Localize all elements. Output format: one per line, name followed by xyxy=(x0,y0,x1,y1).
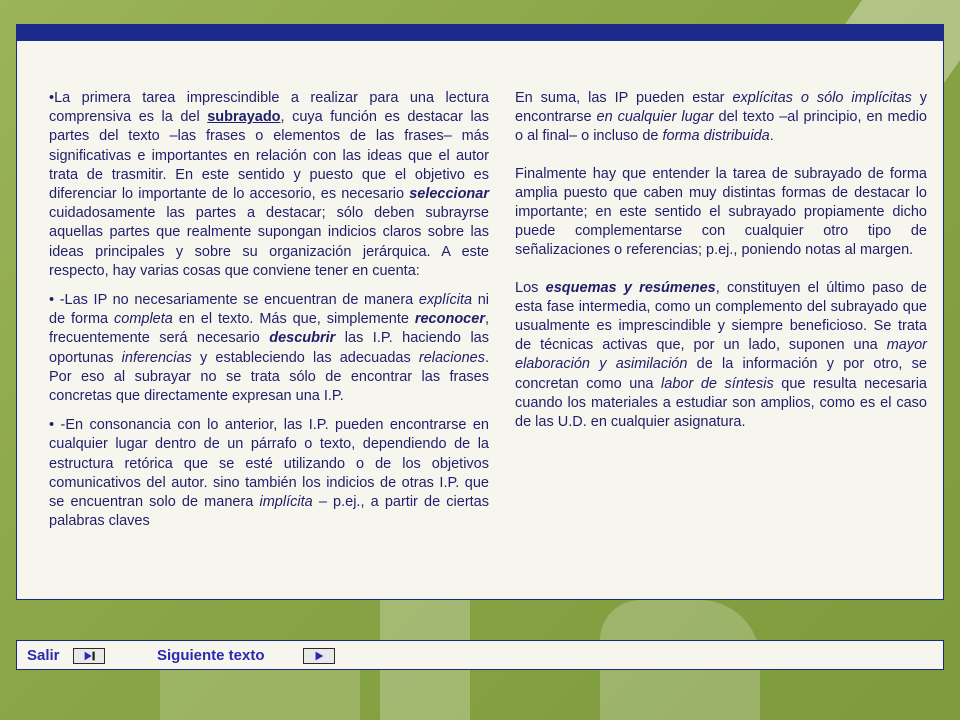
paragraph-esquemas: Los esquemas y resúmenes, constituyen el último paso de esta fase intermedia, como un complemento del subrayado que usualmente es imprescindible y siempre beneficioso. Se trata de técnicas activas que, por un lado, suponen una mayor elaboración y asimilación de la información y por otro, se concretan como una labor de síntesis que resulta necesaria cuando los materiales a estudiar son amplios, como es el caso de las U.D. en cualquier asignatura. xyxy=(515,279,927,431)
paragraph-ip-explicitas: • -Las IP no necesariamente se encuentran de manera explícita ni de forma completa en el texto. Más que, simplemente reconocer, frecuentemente será necesario descubrir las I.P. haciendo las oportunas inferencias y estableciendo las adecuadas relaciones. Por eso al subrayar no se trata sólo de encontrar las frases concretas que directamente expresan una I.P. xyxy=(49,292,489,405)
paragraph-en-suma: En suma, las IP pueden estar explícitas o sólo implícitas y encontrarse en cualquier lugar del texto –al principio, en medio o al final– o incluso de forma distribuida. xyxy=(515,90,928,145)
paragraph-consonancia: • -En consonancia con lo anterior, las I.P. pueden encontrarse en cualquier lugar dentro de un párrafo o texto, dependiendo de la estructura retórica que se esté utilizando o de los objetivos comunicativos del autor. sino también los indicios de otras I.P. que se encuentran solo de manera implícita – p.ej., a partir de ciertas palabras claves xyxy=(49,417,490,530)
exit-button[interactable] xyxy=(73,648,105,664)
emphasis-term: reconocer xyxy=(414,311,485,328)
panel-header-bar xyxy=(17,25,943,41)
next-text-label[interactable]: Siguiente texto xyxy=(157,647,265,664)
paragraph-subrayado: •La primera tarea imprescindible a realizar para una lectura comprensiva es la del subrayado, cuya función es destacar las partes del texto –las frases o elementos de las frases– más significativas e importantes en relación con las ideas que el autor trata de trasmitir. En este sentido y puesto que el objetivo es diferenciar lo importante de lo accesorio, es necesario seleccionar cuidadosamente las partes a destacar; sólo deben subrayrse aquellas partes que realmente supongan indicios claros sobre las ideas principales y sobre su organización jerárquica. A este respecto, hay varias cosas que conviene tener en cuenta: xyxy=(49,90,489,279)
emphasis-term: seleccionar xyxy=(409,186,489,203)
left-text-column xyxy=(49,89,489,541)
navigation-bar xyxy=(16,640,944,670)
next-text-button[interactable] xyxy=(303,648,335,664)
content-panel xyxy=(16,24,944,600)
emphasis-term: esquemas y resúmenes xyxy=(545,279,716,296)
exit-label[interactable]: Salir xyxy=(27,647,60,664)
right-text-column xyxy=(515,89,927,450)
paragraph-finalmente: Finalmente hay que entender la tarea de subrayado de forma amplia puesto que caben muy distintas formas de destacar lo importante; en este sentido el subrayado propiamente dicho puede complementarse con cualquier otro tipo de señalizaciones o referencias; p.ej., poniendo notas al margen. xyxy=(515,165,927,259)
play-icon xyxy=(304,649,334,663)
skip-end-icon xyxy=(74,649,104,663)
emphasis-term: descubrir xyxy=(269,330,336,347)
underlined-term: subrayado xyxy=(207,109,281,126)
